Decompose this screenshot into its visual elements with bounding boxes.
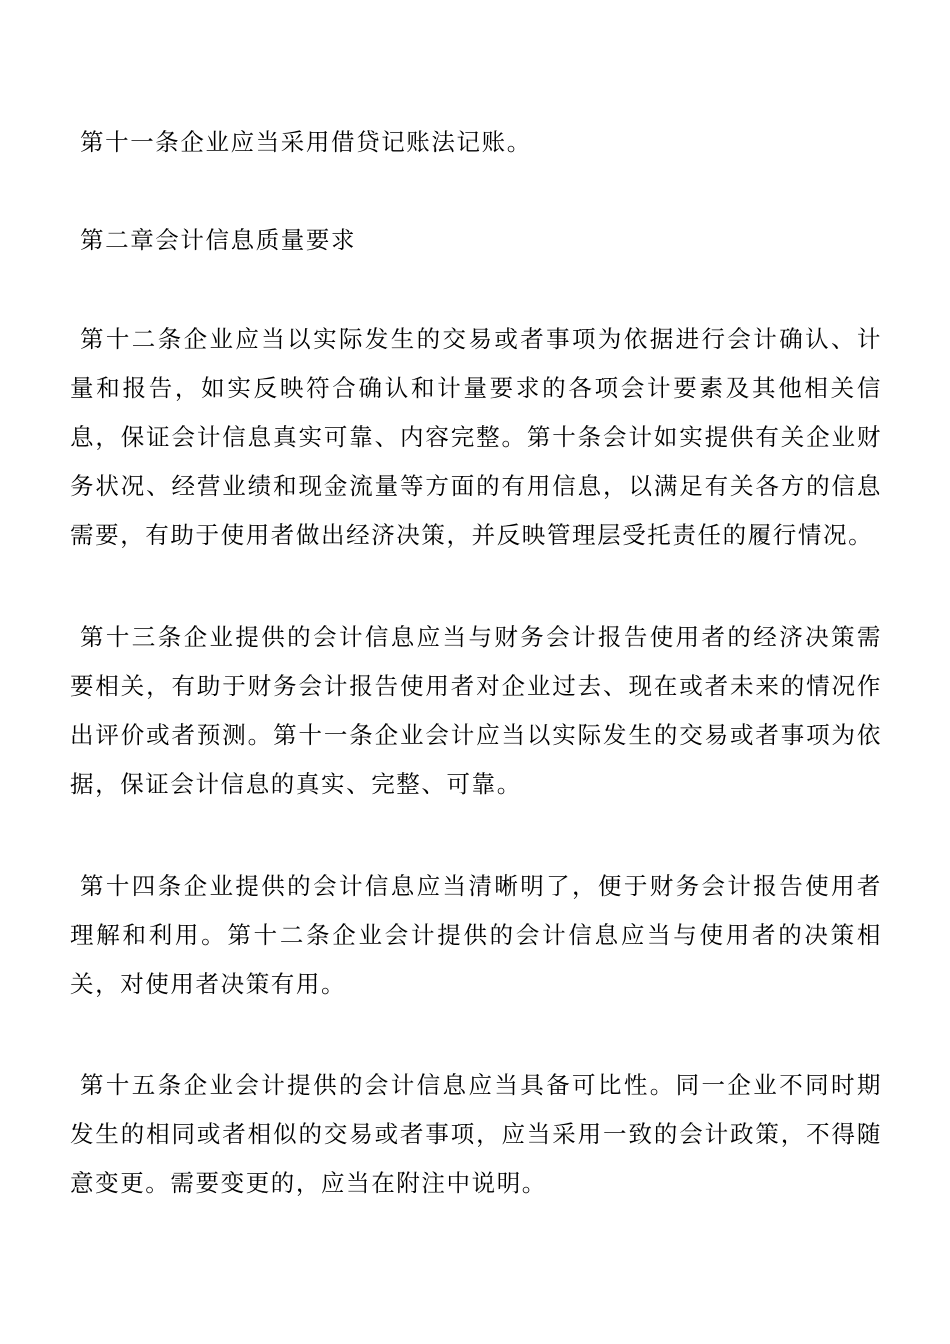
article-14-paragraph: 第十四条企业提供的会计信息应当清晰明了，便于财务会计报告使用者理解和利用。第十二条企业会计提供的会计信息应当与使用者的决策相关，对使用者决策有用。 (70, 872, 882, 998)
article-12-paragraph: 第十二条企业应当以实际发生的交易或者事项为依据进行会计确认、计量和报告，如实反映符合确认和计量要求的各项会计要素及其他相关信息，保证会计信息真实可靠、内容完整。第十条会计如实提供有关企业财务状况、经营业绩和现金流量等方面的有用信息，以满足有关各方的信息需要，有助于使用者做出经济决策，并反映管理层受托责任的履行情况。 (70, 325, 882, 549)
article-11-paragraph: 第十一条企业应当采用借贷记账法记账。 (80, 128, 532, 156)
article-15-paragraph: 第十五条企业会计提供的会计信息应当具备可比性。同一企业不同时期发生的相同或者相似的交易或者事项，应当采用一致的会计政策，不得随意变更。需要变更的，应当在附注中说明。 (70, 1071, 882, 1197)
article-13-paragraph: 第十三条企业提供的会计信息应当与财务会计报告使用者的经济决策需要相关，有助于财务会计报告使用者对企业过去、现在或者未来的情况作出评价或者预测。第十一条企业会计应当以实际发生的交易或者事项为依据，保证会计信息的真实、完整、可靠。 (70, 623, 882, 798)
chapter-2-heading: 第二章会计信息质量要求 (80, 226, 357, 254)
